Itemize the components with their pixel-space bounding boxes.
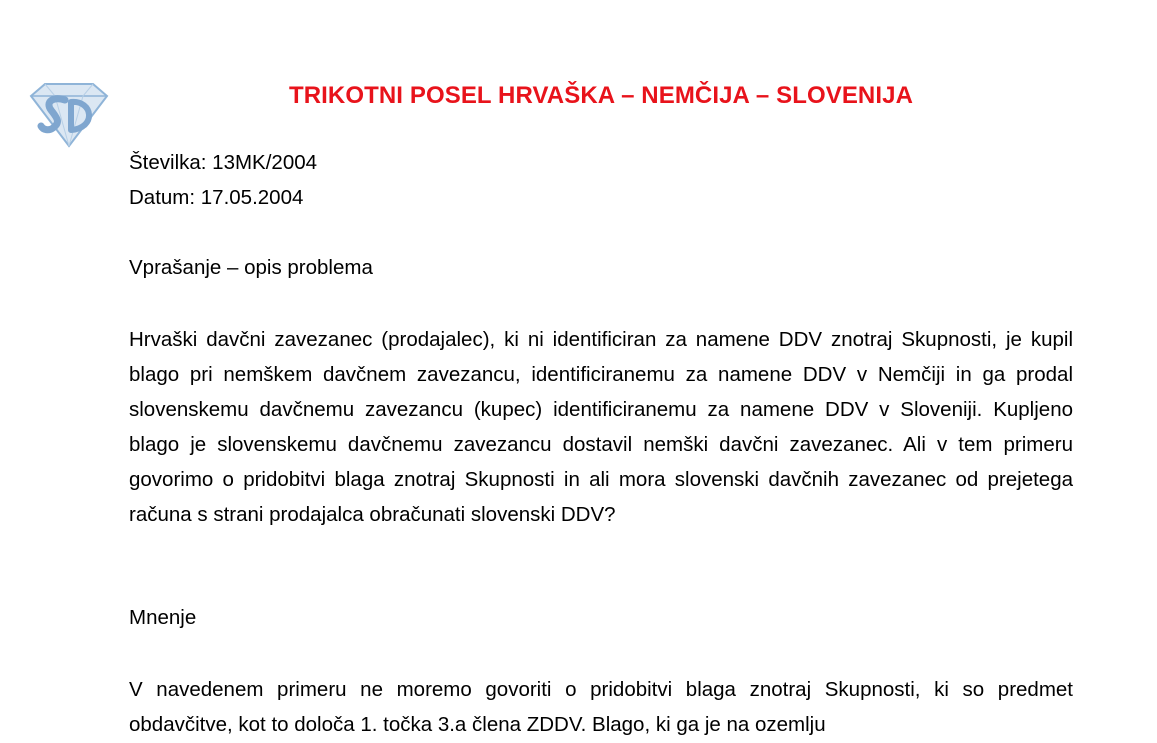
document-number: Številka: 13MK/2004: [129, 151, 318, 174]
document-date: Datum: 17.05.2004: [129, 186, 304, 209]
opinion-heading: Mnenje: [129, 606, 197, 629]
document-title: TRIKOTNI POSEL HRVAŠKA – NEMČIJA – SLOVENIJA: [288, 82, 914, 109]
question-heading: Vprašanje – opis problema: [129, 256, 373, 279]
opinion-paragraph: V navedenem primeru ne moremo govoriti o pridobitvi blaga znotraj Skupnosti, ki so predmet obdavčitve, kot to določa 1. točka 3.a člena ZDDV. Blago, ki ga je na ozemlju: [129, 678, 1073, 736]
question-paragraph: Hrvaški davčni zavezanec (prodajalec), ki ni identificiran za namene DDV znotraj Skupnosti, je kupil blago pri nemškem davčnem zavezancu, identificiranemu za namene DDV v Nemčiji in ga prodal slovenskemu davčnemu zavezancu (kupec) identificiranemu za namene DDV v Sloveniji. Kupljeno blago je slovenskemu davčnemu zavezancu dostavil nemški davčni zavezanec. Ali v tem primeru govorimo o pridobitvi blaga znotraj Skupnosti in ali mora slovenski davčnih zavezanec od prejetega računa s strani prodajalca obračunati slovenski DDV?: [129, 328, 1073, 526]
